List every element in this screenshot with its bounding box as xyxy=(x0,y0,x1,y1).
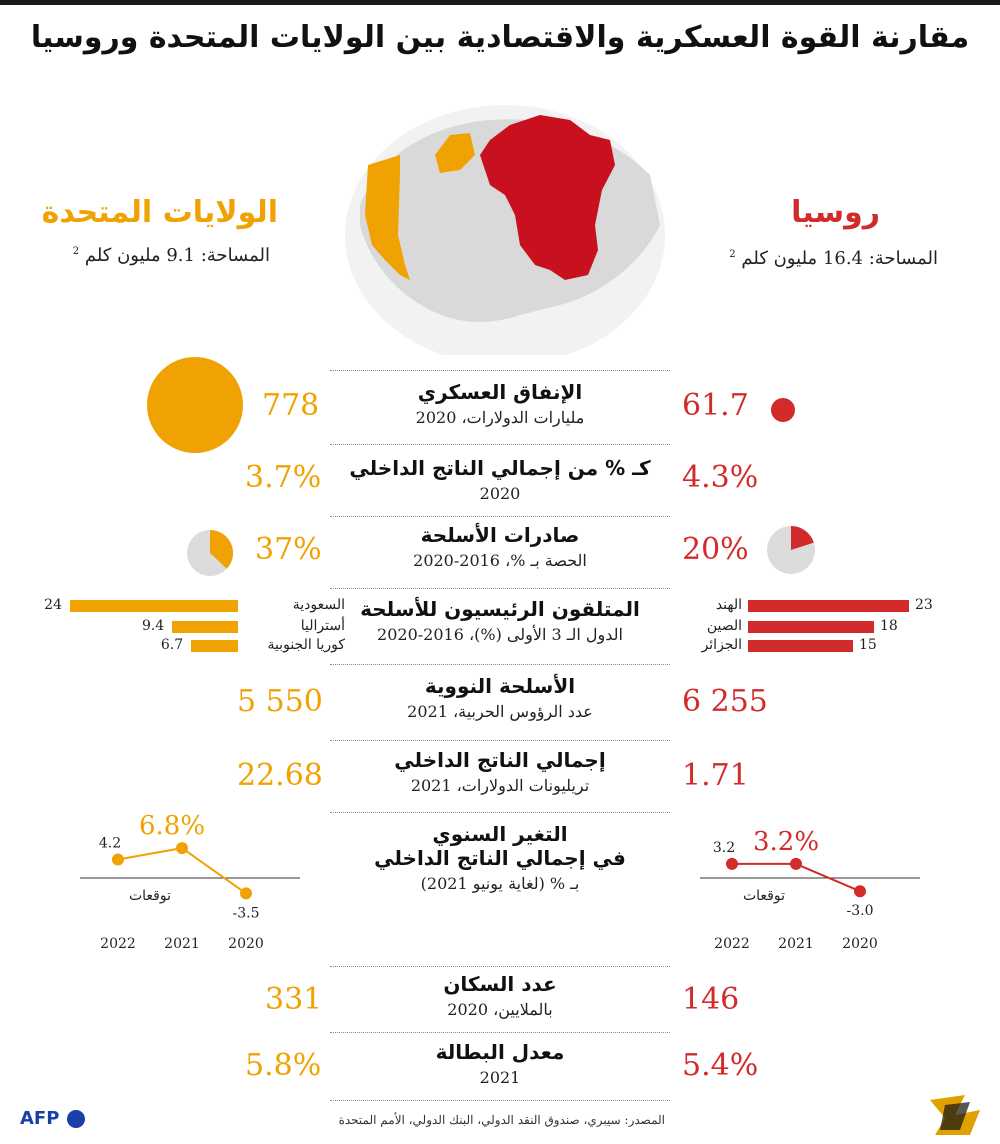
usa-growth-point xyxy=(112,854,124,866)
usa-recipient-label: السعودية xyxy=(292,597,345,613)
russia-forecast-label: توقعات xyxy=(742,888,786,904)
usa-gdp-share: 3.7% xyxy=(245,460,322,495)
russia-recipient-value: 23 xyxy=(915,597,933,613)
source-note: المصدر: سيبري، صندوق النقد الدولي، البنك الدولي، الأمم المتحدة xyxy=(338,1113,665,1127)
usa-growth-value-label: 4.2 xyxy=(98,835,122,852)
usa-recipient-label: كوريا الجنوبية xyxy=(267,637,345,653)
usa-population: 331 xyxy=(265,982,323,1017)
military-spending-sub: مليارات الدولارات، 2020 xyxy=(415,408,585,427)
nuclear-sub: عدد الرؤوس الحربية، 2021 xyxy=(407,702,593,721)
separator xyxy=(330,664,670,665)
usa-arms-exports: 37% xyxy=(255,532,322,567)
nuclear-title: الأسلحة النووية xyxy=(424,674,576,698)
russia-recipient-value: 18 xyxy=(880,618,898,634)
unemployment-row xyxy=(330,1040,670,1087)
russia-year-label: 2021 xyxy=(778,936,814,952)
usa-year-label: 2022 xyxy=(100,936,136,952)
separator xyxy=(330,516,670,517)
usa-growth-value-label: 6.8% xyxy=(138,811,206,842)
separator xyxy=(330,588,670,589)
military-spending-title: الإنفاق العسكري xyxy=(417,380,583,404)
usa-military-spending: 778 xyxy=(262,388,320,423)
usa-recipient-bar xyxy=(191,640,238,652)
usa-recipient-bar xyxy=(172,621,238,633)
russia-growth-value-label: 3.2% xyxy=(752,826,820,857)
russia-growth-value-label: 3.2 xyxy=(712,839,736,856)
russia-arms-exports: 20% xyxy=(682,532,749,567)
population-title: عدد السكان xyxy=(443,972,557,996)
unemployment-title: معدل البطالة xyxy=(435,1040,565,1064)
russia-growth-chart xyxy=(690,810,930,960)
usa-recipient-value: 24 xyxy=(44,597,62,613)
usa-exports-pie xyxy=(185,528,235,578)
separator xyxy=(330,966,670,967)
population-sub: بالملايين، 2020 xyxy=(447,1000,553,1019)
gdp-growth-title-1: التغير السنوي xyxy=(432,822,568,846)
afp-circle-icon xyxy=(66,1109,86,1129)
russia-year-label: 2020 xyxy=(842,936,878,952)
russia-growth-point xyxy=(854,885,866,897)
usa-nuclear: 5 550 xyxy=(237,684,323,719)
arms-exports-title: صادرات الأسلحة xyxy=(420,523,580,547)
arms-exports-row xyxy=(330,523,670,570)
military-spending-row xyxy=(330,380,670,427)
top-bar xyxy=(0,0,1000,5)
globe-map xyxy=(340,95,670,355)
usa-gdp: 22.68 xyxy=(237,758,323,793)
usa-year-label: 2020 xyxy=(228,936,264,952)
usa-spending-circle xyxy=(140,355,250,465)
usa-growth-point xyxy=(176,842,188,854)
gdp-growth-row xyxy=(330,822,670,893)
russia-nuclear: 6 255 xyxy=(682,684,768,719)
usa-growth-line xyxy=(118,848,246,893)
gdp-growth-title-2: في إجمالي الناتج الداخلي xyxy=(374,846,626,870)
gdp-share-sub: 2020 xyxy=(479,484,521,503)
russia-growth-value-label: -3.0 xyxy=(846,903,874,920)
usa-name: الولايات المتحدة xyxy=(41,195,278,230)
gdp-sub: تريليونات الدولارات، 2021 xyxy=(410,776,590,795)
separator xyxy=(330,1100,670,1101)
gdp-growth-sub: بـ % (لغاية يونيو 2021) xyxy=(420,874,580,893)
arms-exports-sub: الحصة بـ %، 2016-2020 xyxy=(413,551,587,570)
usa-growth-value-label: -3.5 xyxy=(232,905,260,922)
russia-recipient-value: 15 xyxy=(859,637,877,653)
separator xyxy=(330,812,670,813)
arms-recipients-row xyxy=(330,597,670,644)
separator xyxy=(330,740,670,741)
separator xyxy=(330,1032,670,1033)
page-title: مقارنة القوة العسكرية والاقتصادية بين الولايات المتحدة وروسيا xyxy=(30,20,970,55)
russia-name: روسيا xyxy=(791,195,880,230)
russia-recipient-label: الهند xyxy=(715,597,742,613)
usa-recipient-label: أستراليا xyxy=(300,618,345,634)
usa-recipient-bar xyxy=(70,600,238,612)
arms-recipients-title: المتلقون الرئيسيون للأسلحة xyxy=(360,597,640,621)
russia-population: 146 xyxy=(682,982,740,1017)
population-row xyxy=(330,972,670,1019)
separator xyxy=(330,444,670,445)
usa-growth-chart xyxy=(70,800,310,960)
russia-area: المساحة: 16.4 مليون كلم $^2$ xyxy=(729,248,938,269)
russia-year-label: 2022 xyxy=(714,936,750,952)
gdp-share-row xyxy=(330,456,670,503)
usa-unemployment: 5.8% xyxy=(245,1048,322,1083)
russia-recipient-label: الجزائر xyxy=(701,637,742,653)
russia-spending-circle xyxy=(765,395,801,431)
unemployment-sub: 2021 xyxy=(479,1068,521,1087)
separator xyxy=(330,370,670,371)
usa-year-label: 2021 xyxy=(164,936,200,952)
nuclear-row xyxy=(330,674,670,721)
usa-recipient-value: 6.7 xyxy=(160,637,184,653)
russia-recipient-bar xyxy=(748,600,909,612)
russia-recipient-bar xyxy=(748,621,874,633)
russia-recipient-bar xyxy=(748,640,853,652)
russia-gdp: 1.71 xyxy=(682,758,749,793)
arms-recipients-sub: الدول الـ 3 الأولى (%)، 2016-2020 xyxy=(377,625,623,644)
russia-gdp-share: 4.3% xyxy=(682,460,759,495)
russia-unemployment: 5.4% xyxy=(682,1048,759,1083)
gdp-share-title: كـ % من إجمالي الناتج الداخلي xyxy=(349,456,651,480)
russia-military-spending: 61.7 xyxy=(682,388,749,423)
russia-recipient-label: الصين xyxy=(706,618,742,634)
usa-growth-point xyxy=(240,887,252,899)
afp-logo: AFP xyxy=(20,1108,86,1129)
russia-growth-point xyxy=(790,858,802,870)
usa-forecast-label: توقعات xyxy=(128,888,172,904)
watermark-logo xyxy=(925,1090,995,1140)
russia-growth-point xyxy=(726,858,738,870)
usa-area: المساحة: 9.1 مليون كلم $^2$ xyxy=(72,245,270,266)
usa-recipient-value: 9.4 xyxy=(141,618,165,634)
russia-exports-pie xyxy=(765,524,817,576)
gdp-row xyxy=(330,748,670,795)
gdp-title: إجمالي الناتج الداخلي xyxy=(394,748,606,772)
